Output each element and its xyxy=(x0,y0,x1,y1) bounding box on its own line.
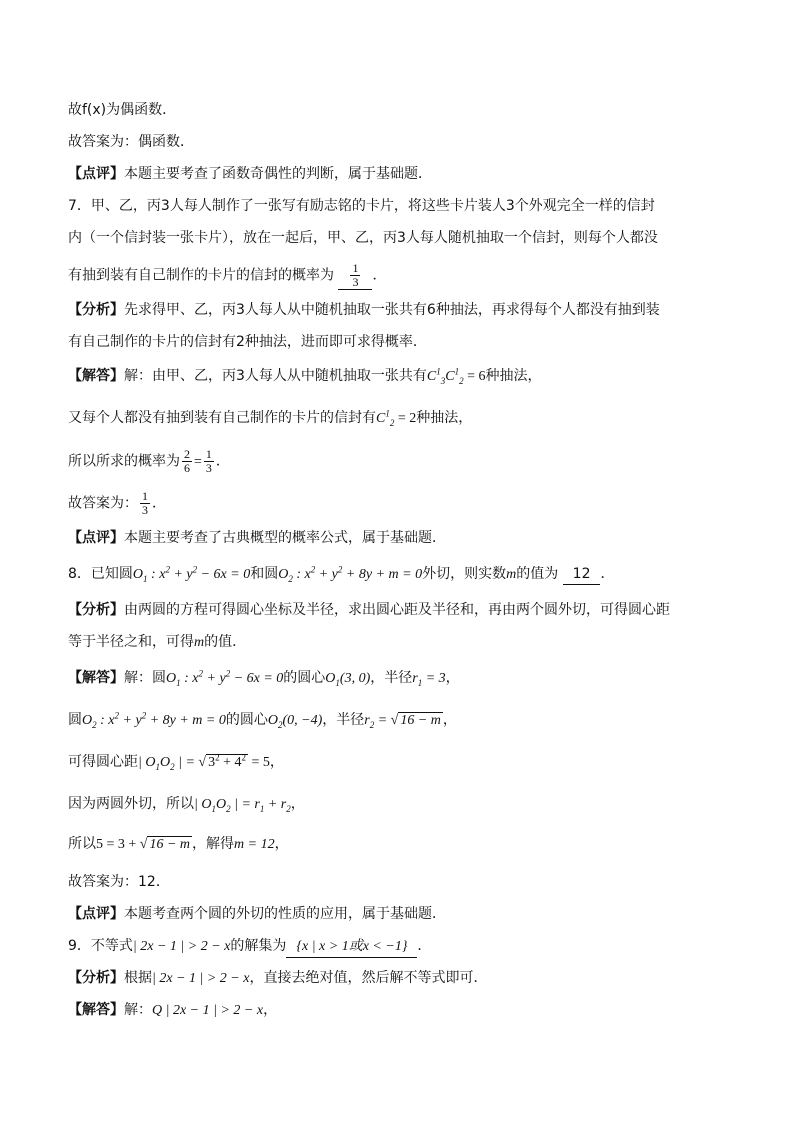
math-expression: $r_1 = 3$ xyxy=(412,671,446,688)
math-expression: $O_2$ : $x^2 + y^2 + 8y + m = 0$ xyxy=(82,710,226,730)
line-text: ， xyxy=(290,796,305,812)
math-expression: | 2x − 1 | > 2 − x xyxy=(152,971,250,986)
line-text: ，解得 xyxy=(192,836,235,852)
comment-line xyxy=(68,164,733,184)
comment-tag: 【点评】 xyxy=(68,530,124,546)
solution-7-line-3: 所以所求的概率为 $\frac{2}{6}$ = $\frac{1}{3}$ ． xyxy=(68,447,230,475)
analysis-7-line-2 xyxy=(68,332,733,352)
text-line xyxy=(68,100,733,120)
line-text: 和圆 xyxy=(250,566,279,582)
line-text: 又每个人都没有抽到装有自己制作的卡片的信封有 xyxy=(68,410,376,426)
line-text: 有抽到装有自己制作的卡片的信封的概率为 xyxy=(68,267,334,284)
math-expression: $O_2(0$, −4) xyxy=(267,713,323,730)
solution-9-line xyxy=(68,1000,733,1021)
text-line xyxy=(68,132,733,152)
line-text: ，直接去绝对值，然后解不等式即可． xyxy=(249,970,488,986)
math-expression: $r_2$ = xyxy=(364,713,391,730)
line-text: ． xyxy=(152,495,166,512)
solution-7-line-1: 【解答】解：由甲、乙，丙3人每人从中随机抽取一张共有$C^1_3C^1_2 = 6$种抽法， xyxy=(68,366,542,386)
analysis-7-line-1 xyxy=(68,300,733,320)
solution-8-line-4 xyxy=(68,794,733,815)
line-text: 9．不等式 xyxy=(68,938,133,954)
line-text: 故答案为：12． xyxy=(68,874,170,890)
math-expression: $O_1$ : $x^2 + y^2 - 6x = 0$ xyxy=(166,668,284,688)
line-text: 外切，则实数 xyxy=(422,566,507,582)
comment-tag: 【点评】 xyxy=(68,166,124,182)
line-text: 解：由甲、乙，丙3人每人从中随机抽取一张共有 xyxy=(124,368,427,384)
line-text: 的解集为 xyxy=(230,938,287,954)
question-8-line xyxy=(68,564,733,585)
line-text: ． xyxy=(215,453,230,470)
math-expression: | $O_1O_2$ | = xyxy=(138,755,199,772)
line-text: 先求得甲、乙，丙3人每人从中随机抽取一张共有6种抽法，再求得每个人都没有抽到装 xyxy=(124,302,660,318)
solution-8-line-5: 所以5 = 3 + √ 16 − m ，解得m = 12， xyxy=(68,834,733,855)
line-text: 的圆心 xyxy=(225,712,268,728)
line-text: 的值为 xyxy=(516,566,559,582)
solution-tag: 【解答】 xyxy=(68,1002,124,1018)
solution-7-line-4 xyxy=(68,490,733,517)
analysis-tag: 【分析】 xyxy=(68,302,124,318)
line-text: ， xyxy=(269,754,284,770)
comment-8-line xyxy=(68,904,733,924)
line-text: 由两圆的方程可得圆心坐标及半径，求出圆心距及半径和，再由两个圆外切，可得圆心距 xyxy=(124,602,670,618)
line-text: 等于半径之和，可得 xyxy=(68,634,194,650)
line-text: 根据 xyxy=(124,970,152,986)
fraction: $\frac{1}{3}$ xyxy=(205,447,212,475)
line-text: 种抽法， xyxy=(485,368,542,384)
line-text: ， xyxy=(442,712,457,728)
math-expression: $O_2$ : $x^2 + y^2 + 8y + m = 0$ xyxy=(278,564,423,584)
line-text: 故答案为： xyxy=(68,495,138,512)
math-expression: m = 12 xyxy=(234,837,275,852)
line-text: ， xyxy=(445,670,460,686)
question-7-line-3: 有抽到装有自己制作的卡片的信封的概率为 $\frac{1}{3}$ ． xyxy=(68,261,387,289)
solution-8-line-6 xyxy=(68,872,733,892)
solution-8-line-2 xyxy=(68,710,733,731)
line-text: 可得圆心距 xyxy=(68,754,138,770)
line-text: ， xyxy=(274,836,289,852)
solution-tag: 【解答】 xyxy=(68,670,124,686)
line-text: 所以所求的概率为 xyxy=(68,453,180,470)
sqrt-expression: √ 16 − m xyxy=(139,837,191,852)
math-expression: Q | 2x − 1 | > 2 − x xyxy=(152,1003,264,1018)
math-expression: $C^1_2$ xyxy=(376,408,395,428)
line-text: 解： xyxy=(124,1002,152,1018)
fraction: $\frac{2}{6}$ xyxy=(184,447,190,475)
math-expression: $O_1$ : $x^2 + y^2 - 6x = 0$ xyxy=(132,564,251,584)
line-text: 所以 xyxy=(68,836,96,852)
line-text: 8．已知圆 xyxy=(68,566,133,582)
math-var: m xyxy=(194,635,205,650)
line-text: 本题主要考查了函数奇偶性的判断，属于基础题． xyxy=(124,166,432,182)
question-9-line xyxy=(68,936,733,958)
line-text: 故f(x)为偶函数． xyxy=(68,102,177,118)
line-text: ． xyxy=(600,566,615,582)
math-var: m xyxy=(506,567,517,582)
solution-8-line-3: 可得圆心距| $O_1O_2$ | = √ $3^2 + 4^2 = 5$， xyxy=(68,752,284,772)
analysis-8-line-2 xyxy=(68,632,733,653)
line-text: 的值． xyxy=(204,634,247,650)
math-expression: $C^1_3C^1_2$ xyxy=(426,366,464,386)
line-text: 本题主要考查了古典概型的概率公式，属于基础题． xyxy=(124,530,446,546)
sqrt-expression: √ 16 − m xyxy=(390,713,441,728)
line-text: 故答案为：偶函数． xyxy=(68,134,194,150)
line-text: 的圆心 xyxy=(283,670,326,686)
analysis-tag: 【分析】 xyxy=(68,602,124,618)
line-text: ，半径 xyxy=(370,670,413,686)
question-7-line-2 xyxy=(68,228,733,248)
fraction: $\frac{1}{3}$ xyxy=(352,261,359,289)
math-expression: | 2x − 1 | > 2 − x xyxy=(132,939,231,954)
answer-blank: 12 xyxy=(563,564,601,585)
line-text: 7．甲、乙，丙3人每人制作了一张写有励志铭的卡片，将这些卡片装人3个外观完全一样的信封 xyxy=(68,198,655,214)
line-text: 内（一个信封装一张卡片），放在一起后，甲、乙，丙3人每人随机抽取一个信封，则每个人都没 xyxy=(68,230,658,246)
line-text: ， xyxy=(263,1002,278,1018)
line-text: 解：圆 xyxy=(124,670,166,686)
question-7-line-1 xyxy=(68,196,733,216)
analysis-8-line-1 xyxy=(68,600,733,620)
line-text: 有自己制作的卡片的信封有2种抽法，进而即可求得概率． xyxy=(68,334,427,350)
solution-8-line-1 xyxy=(68,668,733,689)
line-text: 因为两圆外切，所以 xyxy=(68,796,194,812)
solution-tag: 【解答】 xyxy=(68,368,124,384)
answer-blank xyxy=(338,262,372,290)
line-text: ，半径 xyxy=(322,712,365,728)
math-expression: $O_1(3$, 0) xyxy=(325,671,371,688)
line-text: 圆 xyxy=(68,712,82,728)
line-text: ． xyxy=(417,938,432,954)
line-text: 本题考查两个圆的外切的性质的应用，属于基础题． xyxy=(124,906,446,922)
line-text: 种抽法， xyxy=(416,410,473,426)
analysis-9-line xyxy=(68,968,733,989)
solution-7-line-2: 又每个人都没有抽到装有自己制作的卡片的信封有$C^1_2 = 2$种抽法， xyxy=(68,408,473,428)
comment-7-line xyxy=(68,528,733,548)
comment-tag: 【点评】 xyxy=(68,906,124,922)
answer-blank: {x | x > 1或x < −1} xyxy=(286,937,417,958)
fraction: $\frac{1}{3}$ xyxy=(142,489,148,517)
sqrt-expression: √ $3^2 + 4^2$ xyxy=(198,752,246,770)
analysis-tag: 【分析】 xyxy=(68,970,124,986)
math-expression: | $O_1O_2$ | = $r_1 + r_2$ xyxy=(194,797,291,814)
